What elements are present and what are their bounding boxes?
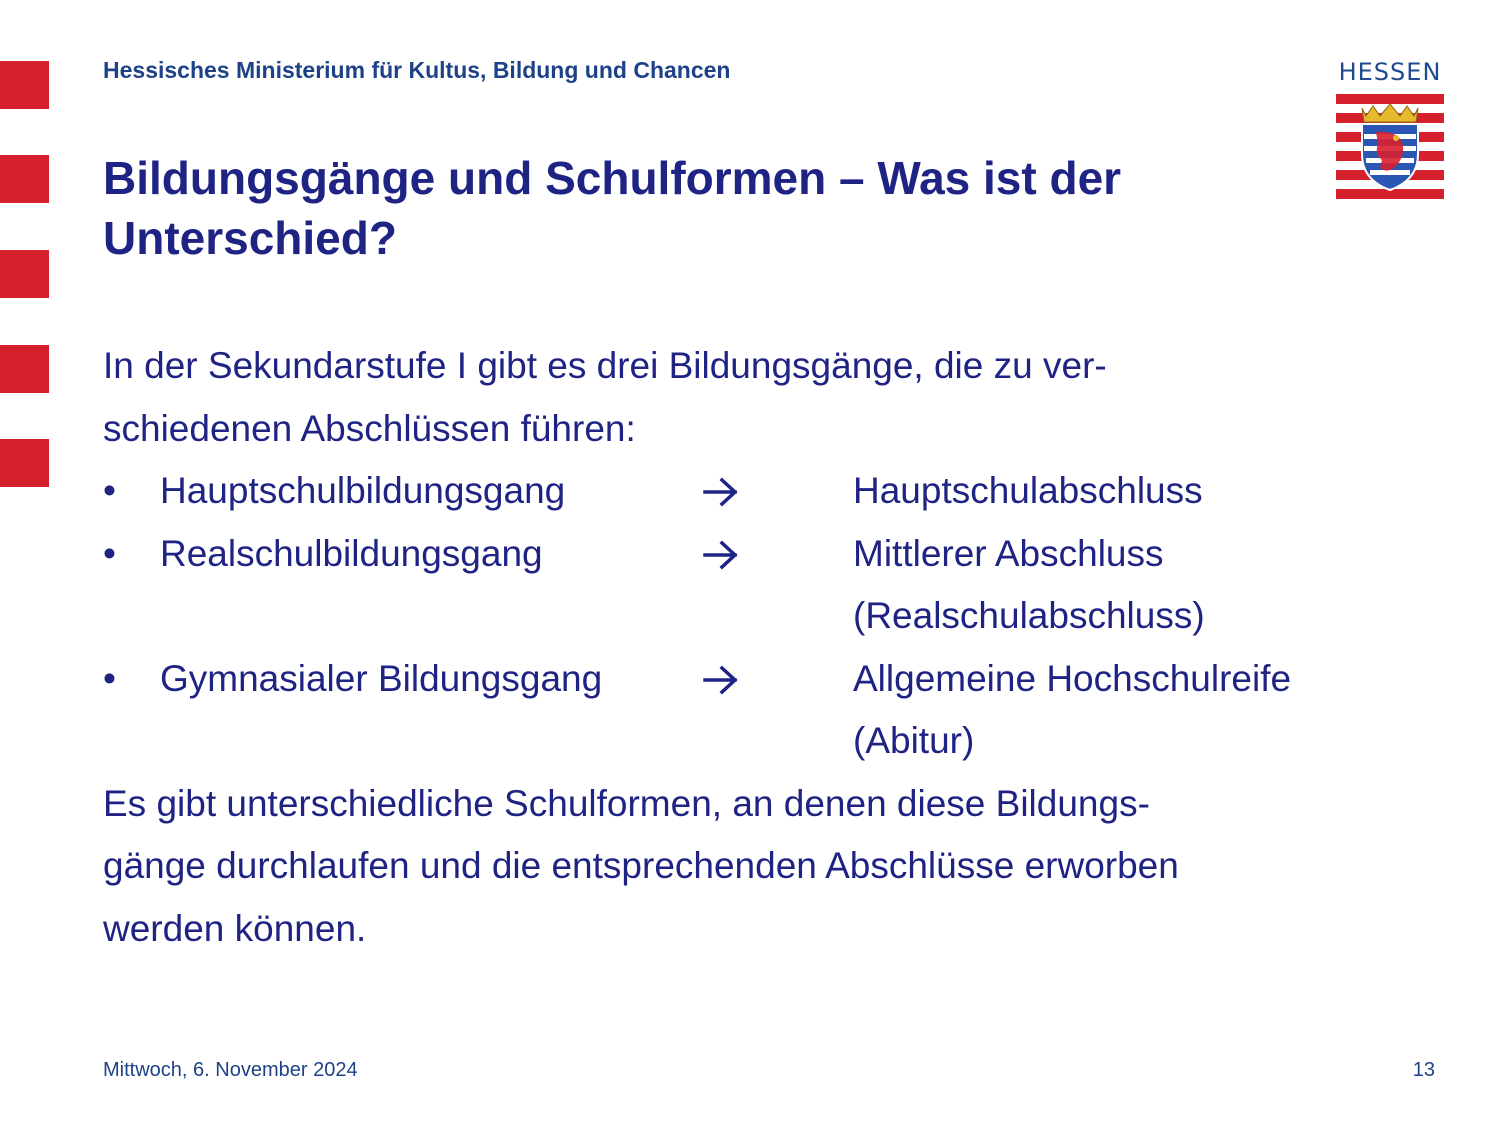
arrow-right-icon bbox=[703, 460, 743, 523]
outro-line: gänge durchlaufen und die entsprechenden Abschlüsse erworben bbox=[103, 845, 1179, 886]
bildungsgang-label: Gymnasialer Bildungsgang bbox=[160, 657, 603, 699]
red-bar bbox=[0, 439, 49, 487]
list-item-continuation bbox=[103, 585, 1433, 648]
red-bar bbox=[0, 250, 49, 298]
abschluss-label: Allgemeine Hochschulreife bbox=[853, 657, 1292, 699]
list-item bbox=[103, 523, 1433, 586]
intro-line: schiedenen Abschlüssen führen: bbox=[103, 407, 636, 449]
bildungsgang-label: Hauptschulbildungsgang bbox=[160, 470, 566, 511]
red-bar bbox=[0, 155, 49, 203]
bullet: • bbox=[103, 470, 116, 511]
bildungsgang-label: Realschulbildungsgang bbox=[160, 532, 543, 574]
logo-text: HESSEN bbox=[1338, 58, 1442, 86]
outro-line: werden können. bbox=[103, 907, 367, 949]
red-bar bbox=[0, 345, 49, 393]
outro-line: Es gibt unterschiedliche Schulformen, an denen diese Bildungs- bbox=[103, 782, 1150, 824]
abschluss-label: (Realschulabschluss) bbox=[853, 595, 1205, 636]
slide-content bbox=[103, 335, 1433, 960]
side-decoration-bars bbox=[0, 0, 50, 500]
abschluss-label: Hauptschulabschluss bbox=[853, 470, 1203, 511]
coat-of-arms-icon bbox=[1336, 94, 1444, 200]
footer-date: Mittwoch, 6. November 2024 bbox=[103, 1059, 358, 1081]
ministry-name: Hessisches Ministerium für Kultus, Bildung und Chancen bbox=[103, 57, 731, 83]
bullet: • bbox=[103, 657, 116, 699]
abschluss-label: (Abitur) bbox=[853, 720, 975, 761]
arrow-right-icon bbox=[703, 648, 743, 711]
abschluss-label: Mittlerer Abschluss bbox=[853, 532, 1164, 574]
hessen-logo bbox=[1334, 58, 1446, 202]
slide-title: Bildungsgänge und Schulformen – Was ist der Unterschied? bbox=[103, 152, 1122, 264]
outro-paragraph bbox=[103, 773, 1433, 961]
intro-paragraph bbox=[103, 335, 1433, 460]
list-item bbox=[103, 648, 1433, 711]
page-number: 13 bbox=[1412, 1059, 1435, 1081]
list-item bbox=[103, 460, 1433, 523]
list-item-continuation bbox=[103, 710, 1433, 773]
bullet: • bbox=[103, 532, 116, 574]
intro-line: In der Sekundarstufe I gibt es drei Bildungsgänge, die zu ver- bbox=[103, 345, 1107, 386]
red-bar bbox=[0, 61, 49, 109]
arrow-right-icon bbox=[703, 523, 743, 586]
